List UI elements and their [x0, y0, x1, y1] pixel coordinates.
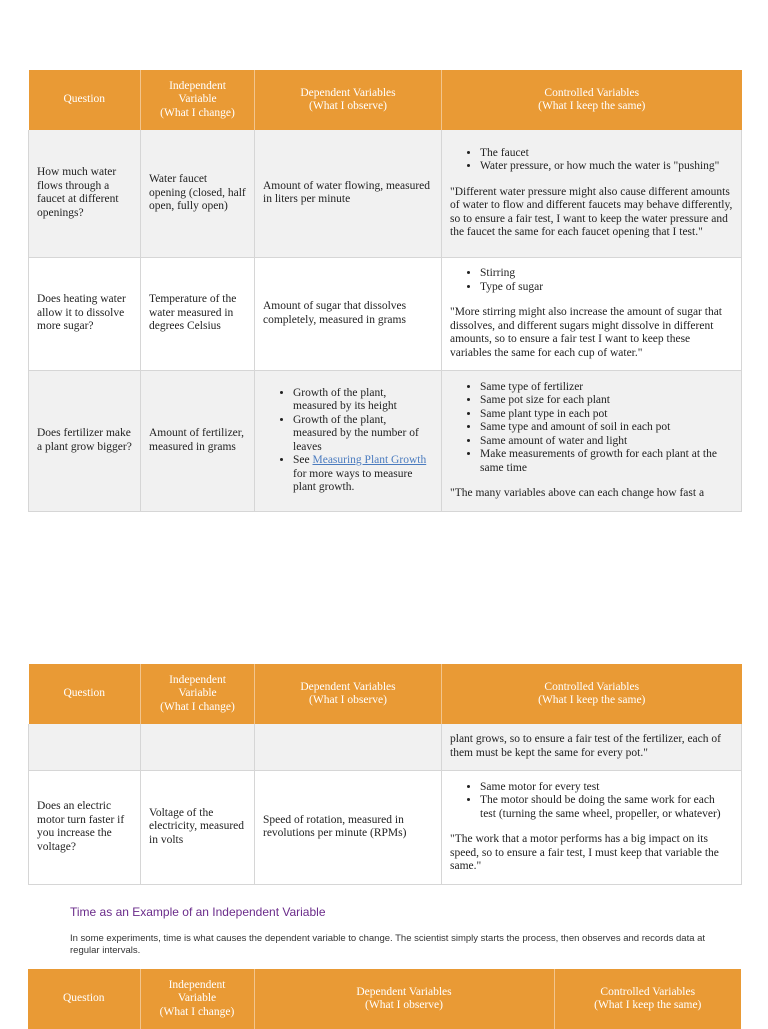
controlled-cell — [442, 257, 742, 370]
question-cell — [29, 724, 141, 770]
measuring-plant-growth-link[interactable]: Measuring Plant Growth — [312, 454, 427, 466]
question-cell: Does heating water allow it to dissolve more sugar? — [29, 257, 141, 370]
table-row — [29, 257, 742, 370]
list-item: • Same motor for every test — [480, 781, 733, 795]
dependent-cell: Amount of sugar that dissolves completely, measured in grams — [255, 257, 442, 370]
list-item: • The faucet — [480, 147, 733, 161]
independent-cell — [141, 724, 255, 770]
list-item: • See Measuring Plant Growth for more ways to measure plant growth. — [293, 454, 433, 495]
controlled-list — [450, 147, 733, 174]
list-item: • Same type and amount of soil in each pot — [480, 421, 733, 435]
header-independent: Independent Variable (What I change) — [140, 969, 254, 1029]
list-item: • Growth of the plant, measured by the number of leaves — [293, 414, 433, 455]
variables-table-3 — [28, 969, 741, 1029]
list-item: • Make measurements of growth for each plant at the same time — [480, 448, 733, 475]
header-question: Question — [28, 969, 140, 1029]
header-question: Question — [29, 70, 141, 130]
list-item: • Stirring — [480, 267, 733, 281]
header-independent: Independent Variable (What I change) — [141, 70, 255, 130]
independent-cell: Temperature of the water measured in degrees Celsius — [141, 257, 255, 370]
header-dependent: Dependent Variables (What I observe) — [255, 70, 442, 130]
list-item: • Water pressure, or how much the water is "pushing" — [480, 160, 733, 174]
controlled-note: plant grows, so to ensure a fair test of the fertilizer, each of them must be kept the same for every pot." — [450, 733, 721, 759]
independent-cell: Amount of fertilizer, measured in grams — [141, 370, 255, 511]
list-item: • Same pot size for each plant — [480, 394, 733, 408]
controlled-cell — [442, 370, 742, 511]
list-item: • The motor should be doing the same work for each test (turning the same wheel, propeller, or whatever) — [480, 794, 733, 821]
header-controlled: Controlled Variables (What I keep the same) — [554, 969, 741, 1029]
table-row — [29, 370, 742, 511]
controlled-cell — [442, 130, 742, 257]
table-row — [29, 770, 742, 884]
question-cell: How much water flows through a faucet at different openings? — [29, 130, 141, 257]
table-header-row — [29, 664, 742, 724]
list-item: • Growth of the plant, measured by its height — [293, 387, 433, 414]
controlled-list — [450, 781, 733, 822]
list-item: • Type of sugar — [480, 281, 733, 295]
controlled-list — [450, 267, 733, 294]
controlled-note: "Different water pressure might also cause different amounts of water to flow and different faucets may behave differently, so to ensure a fair test, I want to keep the water pressure and the faucet the same for each faucet opening that I test." — [450, 185, 733, 239]
section-paragraph: In some experiments, time is what causes the dependent variable to change. The scientist simply starts the process, then observes and records data at regular intervals. — [70, 933, 706, 956]
header-dependent: Dependent Variables (What I observe) — [254, 969, 554, 1029]
controlled-note: "More stirring might also increase the amount of sugar that dissolves, and different sugars might dissolve in different amounts, so to ensure a fair test I want to keep these variables the same for each cup of water." — [450, 306, 723, 359]
list-item: • Same amount of water and light — [480, 435, 733, 449]
controlled-note: "The many variables above can each change how fast a — [450, 487, 705, 499]
header-controlled: Controlled Variables (What I keep the same) — [442, 70, 742, 130]
header-question: Question — [29, 664, 141, 724]
dependent-list — [263, 387, 433, 495]
dependent-cell — [255, 370, 442, 511]
header-independent: Independent Variable (What I change) — [141, 664, 255, 724]
question-cell: Does fertilizer make a plant grow bigger? — [29, 370, 141, 511]
table-row — [29, 130, 742, 257]
table-row — [29, 724, 742, 770]
list-item: • Same type of fertilizer — [480, 381, 733, 395]
header-controlled: Controlled Variables (What I keep the same) — [442, 664, 742, 724]
question-cell: Does an electric motor turn faster if you increase the voltage? — [29, 770, 141, 884]
controlled-cell — [442, 770, 742, 884]
controlled-cell — [442, 724, 742, 770]
section-heading: Time as an Example of an Independent Variable — [70, 905, 326, 919]
variables-table-2 — [28, 664, 742, 885]
independent-cell: Voltage of the electricity, measured in volts — [141, 770, 255, 884]
list-item: • Same plant type in each pot — [480, 408, 733, 422]
table-header-row — [29, 70, 742, 130]
table-header-row — [28, 969, 741, 1029]
controlled-list — [450, 381, 733, 476]
dependent-cell: Amount of water flowing, measured in liters per minute — [255, 130, 442, 257]
dependent-cell — [255, 724, 442, 770]
variables-table-1 — [28, 70, 742, 512]
controlled-note: "The work that a motor performs has a big impact on its speed, so to ensure a fair test, I must keep that variable the same." — [450, 833, 719, 872]
header-dependent: Dependent Variables (What I observe) — [255, 664, 442, 724]
dependent-cell: Speed of rotation, measured in revolutions per minute (RPMs) — [255, 770, 442, 884]
independent-cell: Water faucet opening (closed, half open, fully open) — [141, 130, 255, 257]
